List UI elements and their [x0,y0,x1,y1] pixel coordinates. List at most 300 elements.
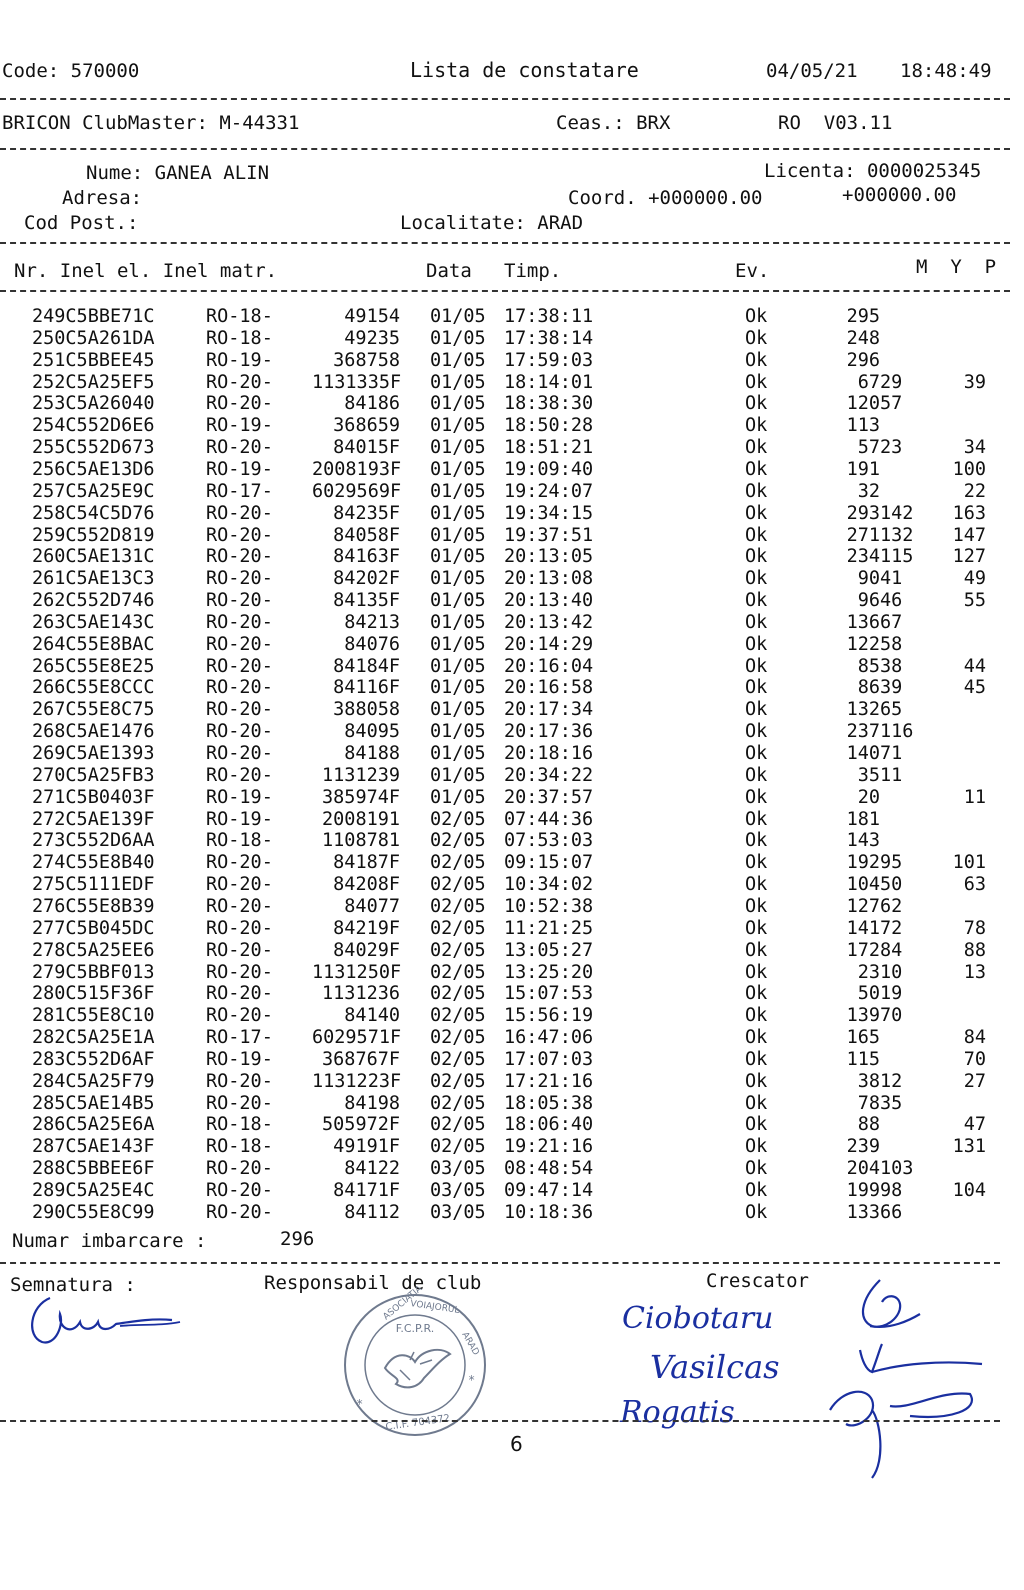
row-time: 20:13:05 [504,546,594,568]
row-time: 20:17:36 [504,721,594,743]
row-ring-prefix: RO-18- [206,327,273,349]
table-row [0,699,1010,721]
row-p: 47 [963,1114,986,1136]
row-date: 02/05 [430,1092,486,1114]
row-time: 08:48:54 [504,1158,594,1180]
row-m: 86 [857,677,880,699]
row-date: 01/05 [430,611,486,633]
row-m: 140 [846,743,880,764]
svg-text:*: * [356,1397,364,1411]
row-m: 192 [846,852,880,874]
row-date: 01/05 [430,437,486,459]
row-nr: 256C5AE13D6 [32,458,155,480]
row-p: 127 [952,546,986,568]
row-date: 01/05 [430,306,486,327]
row-nr: 285C5AE14B5 [32,1092,155,1114]
row-ring-number: 49191F [333,1136,400,1158]
row-date: 01/05 [430,590,486,612]
row-nr: 273C552D6AA [32,830,155,852]
table-row [0,765,1010,787]
row-date: 03/05 [430,1158,486,1180]
table-row [0,677,1010,699]
row-date: 02/05 [430,1114,486,1136]
row-y: 65 [880,699,903,721]
row-ev: Ok [745,633,768,655]
row-ev: Ok [745,1180,768,1201]
row-nr: 261C5AE13C3 [32,568,155,590]
row-ring-number: 84208F [333,874,400,896]
row-ev: Ok [745,1048,768,1070]
row-m: 57 [857,437,880,459]
table-row [0,830,1010,852]
row-ring-prefix: RO-20- [206,764,273,786]
stamp-arad: ARAD [459,1330,481,1358]
row-ring-prefix: RO-20- [206,437,273,459]
row-time: 17:59:03 [504,349,594,371]
row-ring-prefix: RO-20- [206,917,273,939]
row-date: 02/05 [430,1048,486,1070]
row-date: 01/05 [430,568,486,590]
row-nr: 253C5A26040 [32,393,155,415]
row-p: 163 [952,502,986,524]
table-row [0,372,1010,394]
row-ring-prefix: RO-17- [206,480,273,502]
row-ev: Ok [745,961,768,983]
row-ring-number: 84076 [344,633,400,655]
row-ev: Ok [745,655,768,677]
row-date: 02/05 [430,830,486,852]
row-ring-number: 84116F [333,677,400,699]
row-time: 20:34:22 [504,764,594,786]
row-m: 90 [857,568,880,590]
row-date: 01/05 [430,393,486,415]
row-ev: Ok [745,764,768,786]
row-m: 248 [846,327,880,349]
row-m: 165 [846,1027,880,1049]
row-y: 50 [880,874,903,896]
row-ring-prefix: RO-18- [206,1136,273,1158]
table-row [0,503,1010,525]
row-m: 296 [846,349,880,371]
row-nr: 257C5A25E9C [32,480,155,502]
row-date: 03/05 [430,1180,486,1201]
row-ring-number: 84122 [344,1158,400,1180]
row-time: 18:14:01 [504,371,594,393]
owner-name: Nume: GANEA ALIN [86,162,270,184]
row-y: 58 [880,633,903,655]
row-ring-number: 84058F [333,524,400,546]
row-ring-prefix: RO-20- [206,677,273,699]
row-nr: 282C5A25E1A [32,1027,155,1049]
row-ring-prefix: RO-20- [206,699,273,721]
row-nr: 249C5BBE71C [32,306,155,327]
row-y: 67 [880,611,903,633]
row-time: 19:37:51 [504,524,594,546]
row-ring-number: 1131250F [312,961,402,983]
row-date: 01/05 [430,677,486,699]
row-nr: 269C5AE1393 [32,743,155,764]
row-ev: Ok [745,1027,768,1049]
row-date: 02/05 [430,1136,486,1158]
row-time: 17:07:03 [504,1048,594,1070]
boarding-count-value: 296 [280,1228,315,1250]
row-time: 19:09:40 [504,458,594,480]
row-ring-number: 368758 [333,349,400,371]
row-nr: 271C5B0403F [32,786,155,808]
row-m: 38 [857,1070,880,1092]
row-nr: 259C552D819 [32,524,155,546]
breeder-signatures [610,1260,1010,1480]
row-ring-number: 84187F [333,852,400,874]
row-ev: Ok [745,1114,768,1136]
row-ring-prefix: RO-19- [206,349,273,371]
row-nr: 262C552D746 [32,590,155,612]
row-ring-number: 388058 [333,699,400,721]
system-name: BRICON ClubMaster: M-44331 [2,112,300,134]
row-ring-prefix: RO-20- [206,524,273,546]
row-ev: Ok [745,721,768,743]
row-y: 11 [880,764,903,786]
row-time: 19:34:15 [504,502,594,524]
row-ring-prefix: RO-20- [206,1201,273,1223]
row-time: 19:21:16 [504,1136,594,1158]
row-m: 78 [857,1092,880,1114]
row-time: 20:18:16 [504,743,594,764]
row-ring-number: 84235F [333,502,400,524]
row-date: 01/05 [430,721,486,743]
row-time: 20:37:57 [504,786,594,808]
print-time: 18:48:49 [900,60,992,82]
row-ev: Ok [745,1070,768,1092]
row-ring-number: 84095 [344,721,400,743]
row-nr: 251C5BBEE45 [32,349,155,371]
row-ring-number: 2008191 [322,808,400,830]
row-nr: 254C552D6E6 [32,415,155,437]
row-time: 20:13:42 [504,611,594,633]
table-row [0,481,1010,503]
row-p: 101 [952,852,986,874]
stamp-asociatia: ASOCIATIA [381,1283,425,1323]
handwritten-name-2: Vasilcas [650,1348,780,1386]
row-nr: 252C5A25EF5 [32,371,155,393]
signature-scribble [20,1288,190,1358]
table-row [0,1049,1010,1071]
row-ev: Ok [745,808,768,830]
table-row [0,896,1010,918]
row-ring-prefix: RO-20- [206,939,273,961]
row-ev: Ok [745,327,768,349]
row-m: 295 [846,306,880,327]
row-y: 132 [880,524,914,546]
row-ring-prefix: RO-20- [206,721,273,743]
table-row [0,983,1010,1005]
row-m: 88 [857,1114,880,1136]
row-ring-number: 84186 [344,393,400,415]
row-ring-number: 84135F [333,590,400,612]
table-row [0,1071,1010,1093]
row-m: 172 [846,939,880,961]
row-nr: 268C5AE1476 [32,721,155,743]
row-m: 204 [846,1158,880,1180]
row-y: 12 [880,1070,903,1092]
row-ring-prefix: RO-20- [206,546,273,568]
row-ring-number: 84202F [333,568,400,590]
row-time: 20:17:34 [504,699,594,721]
row-m: 104 [846,874,880,896]
row-ring-prefix: RO-20- [206,371,273,393]
row-time: 20:16:58 [504,677,594,699]
row-p: 44 [963,655,986,677]
row-p: 34 [963,437,986,459]
code: Code: 570000 [2,60,140,82]
row-time: 13:05:27 [504,939,594,961]
row-nr: 287C5AE143F [32,1136,155,1158]
clock-type: Ceas.: BRX [556,112,671,134]
row-date: 02/05 [430,895,486,917]
row-ring-prefix: RO-20- [206,568,273,590]
row-time: 15:56:19 [504,1005,594,1027]
row-y: 10 [880,961,903,983]
table-row [0,1136,1010,1158]
row-ev: Ok [745,524,768,546]
row-ev: Ok [745,1005,768,1027]
row-ring-number: 84188 [344,743,400,764]
row-nr: 281C55E8C10 [32,1005,155,1027]
row-ring-prefix: RO-19- [206,808,273,830]
row-p: 84 [963,1027,986,1049]
locality: Localitate: ARAD [400,212,584,234]
row-m: 127 [846,895,880,917]
row-nr: 265C55E8E25 [32,655,155,677]
row-y: 35 [880,1092,903,1114]
row-ev: Ok [745,437,768,459]
row-m: 132 [846,699,880,721]
row-ev: Ok [745,874,768,896]
row-ev: Ok [745,349,768,371]
row-ring-prefix: RO-20- [206,1180,273,1201]
row-ring-number: 84184F [333,655,400,677]
row-date: 02/05 [430,939,486,961]
row-p: 63 [963,874,986,896]
table-row [0,809,1010,831]
row-nr: 267C55E8C75 [32,699,155,721]
row-nr: 279C5BBF013 [32,961,155,983]
row-y: 46 [880,590,903,612]
row-ring-prefix: RO-19- [206,786,273,808]
row-time: 18:51:21 [504,437,594,459]
row-ring-number: 1131239 [322,764,400,786]
row-ev: Ok [745,1201,768,1223]
row-time: 10:52:38 [504,895,594,917]
row-nr: 270C5A25FB3 [32,764,155,786]
row-ev: Ok [745,306,768,327]
row-p: 70 [963,1048,986,1070]
table-row [0,852,1010,874]
breeder-label: Crescator [706,1270,809,1292]
row-ev: Ok [745,917,768,939]
row-time: 20:13:08 [504,568,594,590]
row-ring-prefix: RO-18- [206,306,273,327]
row-ev: Ok [745,1092,768,1114]
row-date: 02/05 [430,1070,486,1092]
row-ev: Ok [745,590,768,612]
row-m: 122 [846,633,880,655]
row-m: 139 [846,1005,880,1027]
row-date: 01/05 [430,349,486,371]
row-y: 95 [880,852,903,874]
row-ev: Ok [745,611,768,633]
row-ring-number: 49235 [344,327,400,349]
row-m: 120 [846,393,880,415]
row-ring-number: 84219F [333,917,400,939]
row-ring-prefix: RO-20- [206,1092,273,1114]
table-row [0,874,1010,896]
row-ev: Ok [745,895,768,917]
row-nr: 276C55E8B39 [32,895,155,917]
row-date: 02/05 [430,808,486,830]
row-time: 20:16:04 [504,655,594,677]
address: Adresa: [62,187,143,209]
table-row [0,612,1010,634]
row-date: 02/05 [430,983,486,1005]
row-ev: Ok [745,1158,768,1180]
row-ring-prefix: RO-19- [206,458,273,480]
row-ev: Ok [745,743,768,764]
table-row [0,918,1010,940]
row-y: 71 [880,743,903,764]
table-row [0,962,1010,984]
row-time: 17:21:16 [504,1070,594,1092]
column-header-rings: Nr. Inel el. Inel matr. [14,260,278,282]
row-nr: 290C55E8C99 [32,1201,155,1223]
row-ring-prefix: RO-19- [206,415,273,437]
row-time: 10:34:02 [504,874,594,896]
row-date: 01/05 [430,699,486,721]
row-date: 01/05 [430,633,486,655]
row-time: 18:38:30 [504,393,594,415]
row-ring-number: 84140 [344,1005,400,1027]
table-row [0,1027,1010,1049]
row-m: 96 [857,590,880,612]
column-header-time: Timp. [504,260,562,282]
print-date: 04/05/21 [766,60,858,82]
table-row [0,393,1010,415]
row-date: 01/05 [430,524,486,546]
divider [0,98,1010,100]
row-time: 07:53:03 [504,830,594,852]
row-m: 199 [846,1180,880,1201]
row-ev: Ok [745,393,768,415]
license-number: Licenta: 0000025345 [764,160,982,182]
table-row [0,459,1010,481]
row-ring-number: 84112 [344,1201,400,1223]
row-m: 133 [846,1201,880,1223]
row-y: 116 [880,721,914,743]
table-row [0,328,1010,350]
row-m: 23 [857,961,880,983]
row-ring-number: 84029F [333,939,400,961]
row-ring-prefix: RO-20- [206,983,273,1005]
row-date: 01/05 [430,327,486,349]
row-y: 38 [880,655,903,677]
row-m: 50 [857,983,880,1005]
row-time: 15:07:53 [504,983,594,1005]
signature-label: Semnatura : [10,1274,136,1296]
row-time: 18:06:40 [504,1114,594,1136]
row-p: 27 [963,1070,986,1092]
row-p: 100 [952,458,986,480]
table-row [0,656,1010,678]
table-row [0,306,1010,328]
row-time: 16:47:06 [504,1027,594,1049]
row-y: 115 [880,546,914,568]
table-row [0,787,1010,809]
row-date: 02/05 [430,1005,486,1027]
post-code: Cod Post.: [24,212,139,234]
row-ring-prefix: RO-20- [206,502,273,524]
table-row [0,1202,1010,1224]
row-ring-number: 368659 [333,415,400,437]
stamp-cif: C.I.F. 704372 [384,1413,451,1433]
handwritten-name-1: Ciobotaru [622,1301,774,1336]
row-y: 66 [880,1201,903,1223]
column-header-date: Data [426,260,472,282]
row-nr: 266C55E8CCC [32,677,155,699]
version: RO V03.11 [778,112,893,134]
row-p: 13 [963,961,986,983]
row-ring-prefix: RO-20- [206,1005,273,1027]
table-row [0,940,1010,962]
row-ev: Ok [745,568,768,590]
row-ring-prefix: RO-20- [206,590,273,612]
row-date: 03/05 [430,1201,486,1223]
column-header-ev: Ev. [735,260,770,282]
row-y: 98 [880,1180,903,1201]
row-y: 62 [880,895,903,917]
row-ring-number: 84198 [344,1092,400,1114]
row-m: 141 [846,917,880,939]
row-date: 01/05 [430,371,486,393]
table-row [0,1005,1010,1027]
row-ev: Ok [745,852,768,874]
row-date: 02/05 [430,874,486,896]
row-nr: 250C5A261DA [32,327,155,349]
row-m: 115 [846,1048,880,1070]
coordinates-2: +000000.00 [842,184,957,206]
row-time: 19:24:07 [504,480,594,502]
row-time: 20:13:40 [504,590,594,612]
row-ev: Ok [745,371,768,393]
table-row [0,743,1010,765]
row-date: 01/05 [430,546,486,568]
row-y: 103 [880,1158,914,1180]
row-m: 237 [846,721,880,743]
row-nr: 255C552D673 [32,437,155,459]
row-nr: 286C5A25E6A [32,1114,155,1136]
table-row [0,590,1010,612]
row-y: 39 [880,677,903,699]
row-ring-prefix: RO-20- [206,852,273,874]
row-p: 55 [963,590,986,612]
row-date: 01/05 [430,502,486,524]
row-nr: 263C5AE143C [32,611,155,633]
row-m: 67 [857,371,880,393]
row-y: 19 [880,983,903,1005]
row-m: 181 [846,808,880,830]
row-ring-prefix: RO-19- [206,1048,273,1070]
coordinates: Coord. +000000.00 [568,187,763,209]
row-m: 271 [846,524,880,546]
